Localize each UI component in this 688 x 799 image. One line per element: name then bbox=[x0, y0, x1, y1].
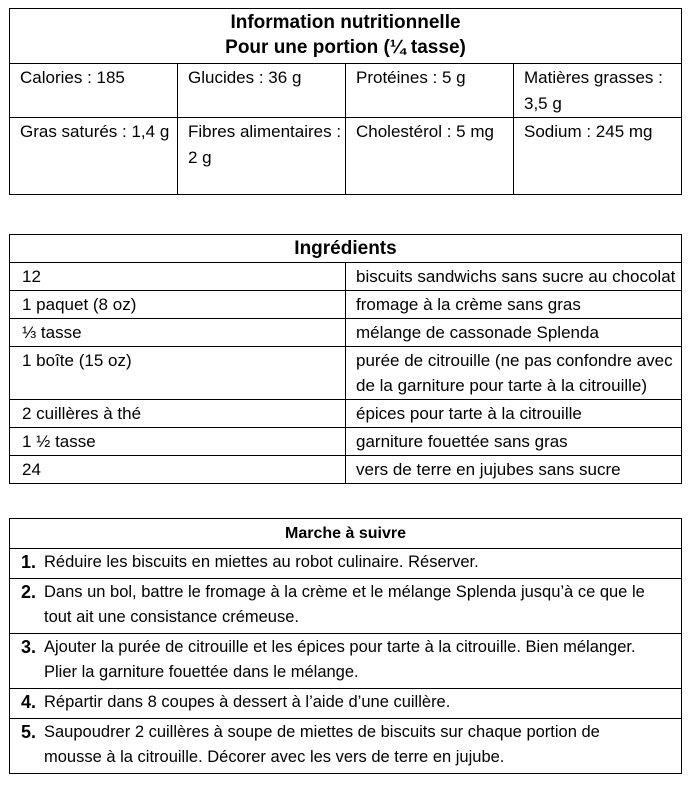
nutrition-title-line2: Pour une portion (¼ tasse) bbox=[225, 37, 466, 58]
ingredient-qty: 24 bbox=[10, 456, 346, 484]
ingredient-row bbox=[10, 428, 682, 456]
ingredient-desc: purée de citrouille (ne pas confondre avec de la garniture pour tarte à la citrouille) bbox=[346, 347, 682, 400]
ingredient-row bbox=[10, 400, 682, 428]
ingredient-row bbox=[10, 319, 682, 347]
ingredient-qty: 1 boîte (15 oz) bbox=[10, 347, 346, 400]
ingredient-qty: ⅓ tasse bbox=[10, 319, 346, 347]
step-row bbox=[10, 689, 682, 719]
step-text: Réduire les biscuits en miettes au robot culinaire. Réserver. bbox=[44, 553, 479, 571]
nutrition-table bbox=[9, 8, 682, 195]
step-number: 4. bbox=[20, 692, 36, 712]
ingredients-title: Ingrédients bbox=[10, 235, 682, 263]
step-row bbox=[10, 634, 682, 689]
step-row bbox=[10, 579, 682, 634]
step-row bbox=[10, 719, 682, 774]
step-row bbox=[10, 549, 682, 579]
ingredient-desc: biscuits sandwichs sans sucre au chocolat bbox=[346, 263, 682, 291]
nutrition-proteines: Protéines : 5 g bbox=[346, 64, 514, 118]
step-number: 5. bbox=[20, 722, 36, 742]
step-text: Dans un bol, battre le fromage à la crème et le mélange Splenda jusqu’à ce que le tout ait une consistance crémeuse. bbox=[44, 583, 645, 626]
nutrition-matieres-grasses: Matières grasses : 3,5 g bbox=[514, 64, 682, 118]
nutrition-sodium: Sodium : 245 mg bbox=[514, 118, 682, 195]
ingredient-qty: 1 paquet (8 oz) bbox=[10, 291, 346, 319]
steps-title: Marche à suivre bbox=[10, 519, 682, 549]
nutrition-title bbox=[10, 9, 682, 64]
nutrition-cholesterol: Cholestérol : 5 mg bbox=[346, 118, 514, 195]
step-number: 1. bbox=[20, 552, 36, 572]
ingredient-qty: 2 cuillères à thé bbox=[10, 400, 346, 428]
ingredient-row bbox=[10, 291, 682, 319]
ingredients-table bbox=[9, 234, 682, 484]
ingredient-desc: épices pour tarte à la citrouille bbox=[346, 400, 682, 428]
step-text: Ajouter la purée de citrouille et les épices pour tarte à la citrouille. Bien mélanger. Plier la garniture fouettée dans le mélange. bbox=[44, 638, 636, 681]
nutrition-title-line1: Information nutritionnelle bbox=[230, 12, 461, 33]
nutrition-gras-satures: Gras saturés : 1,4 g bbox=[10, 118, 178, 195]
ingredient-qty: 1 ½ tasse bbox=[10, 428, 346, 456]
step-number: 3. bbox=[20, 637, 36, 657]
ingredient-row bbox=[10, 347, 682, 400]
ingredient-desc: mélange de cassonade Splenda bbox=[346, 319, 682, 347]
ingredient-desc: fromage à la crème sans gras bbox=[346, 291, 682, 319]
ingredient-desc: garniture fouettée sans gras bbox=[346, 428, 682, 456]
ingredient-row bbox=[10, 456, 682, 484]
step-text: Saupoudrer 2 cuillères à soupe de miettes de biscuits sur chaque portion de mousse à la citrouille. Décorer avec les vers de terre en jujube. bbox=[44, 723, 600, 766]
ingredient-row bbox=[10, 263, 682, 291]
ingredient-qty: 12 bbox=[10, 263, 346, 291]
ingredient-desc: vers de terre en jujubes sans sucre bbox=[346, 456, 682, 484]
step-number: 2. bbox=[20, 582, 36, 602]
nutrition-glucides: Glucides : 36 g bbox=[178, 64, 346, 118]
step-text: Répartir dans 8 coupes à dessert à l’aide d’une cuillère. bbox=[44, 693, 451, 711]
nutrition-calories: Calories : 185 bbox=[10, 64, 178, 118]
steps-table bbox=[9, 518, 682, 774]
nutrition-fibres: Fibres alimentaires : 2 g bbox=[178, 118, 346, 195]
